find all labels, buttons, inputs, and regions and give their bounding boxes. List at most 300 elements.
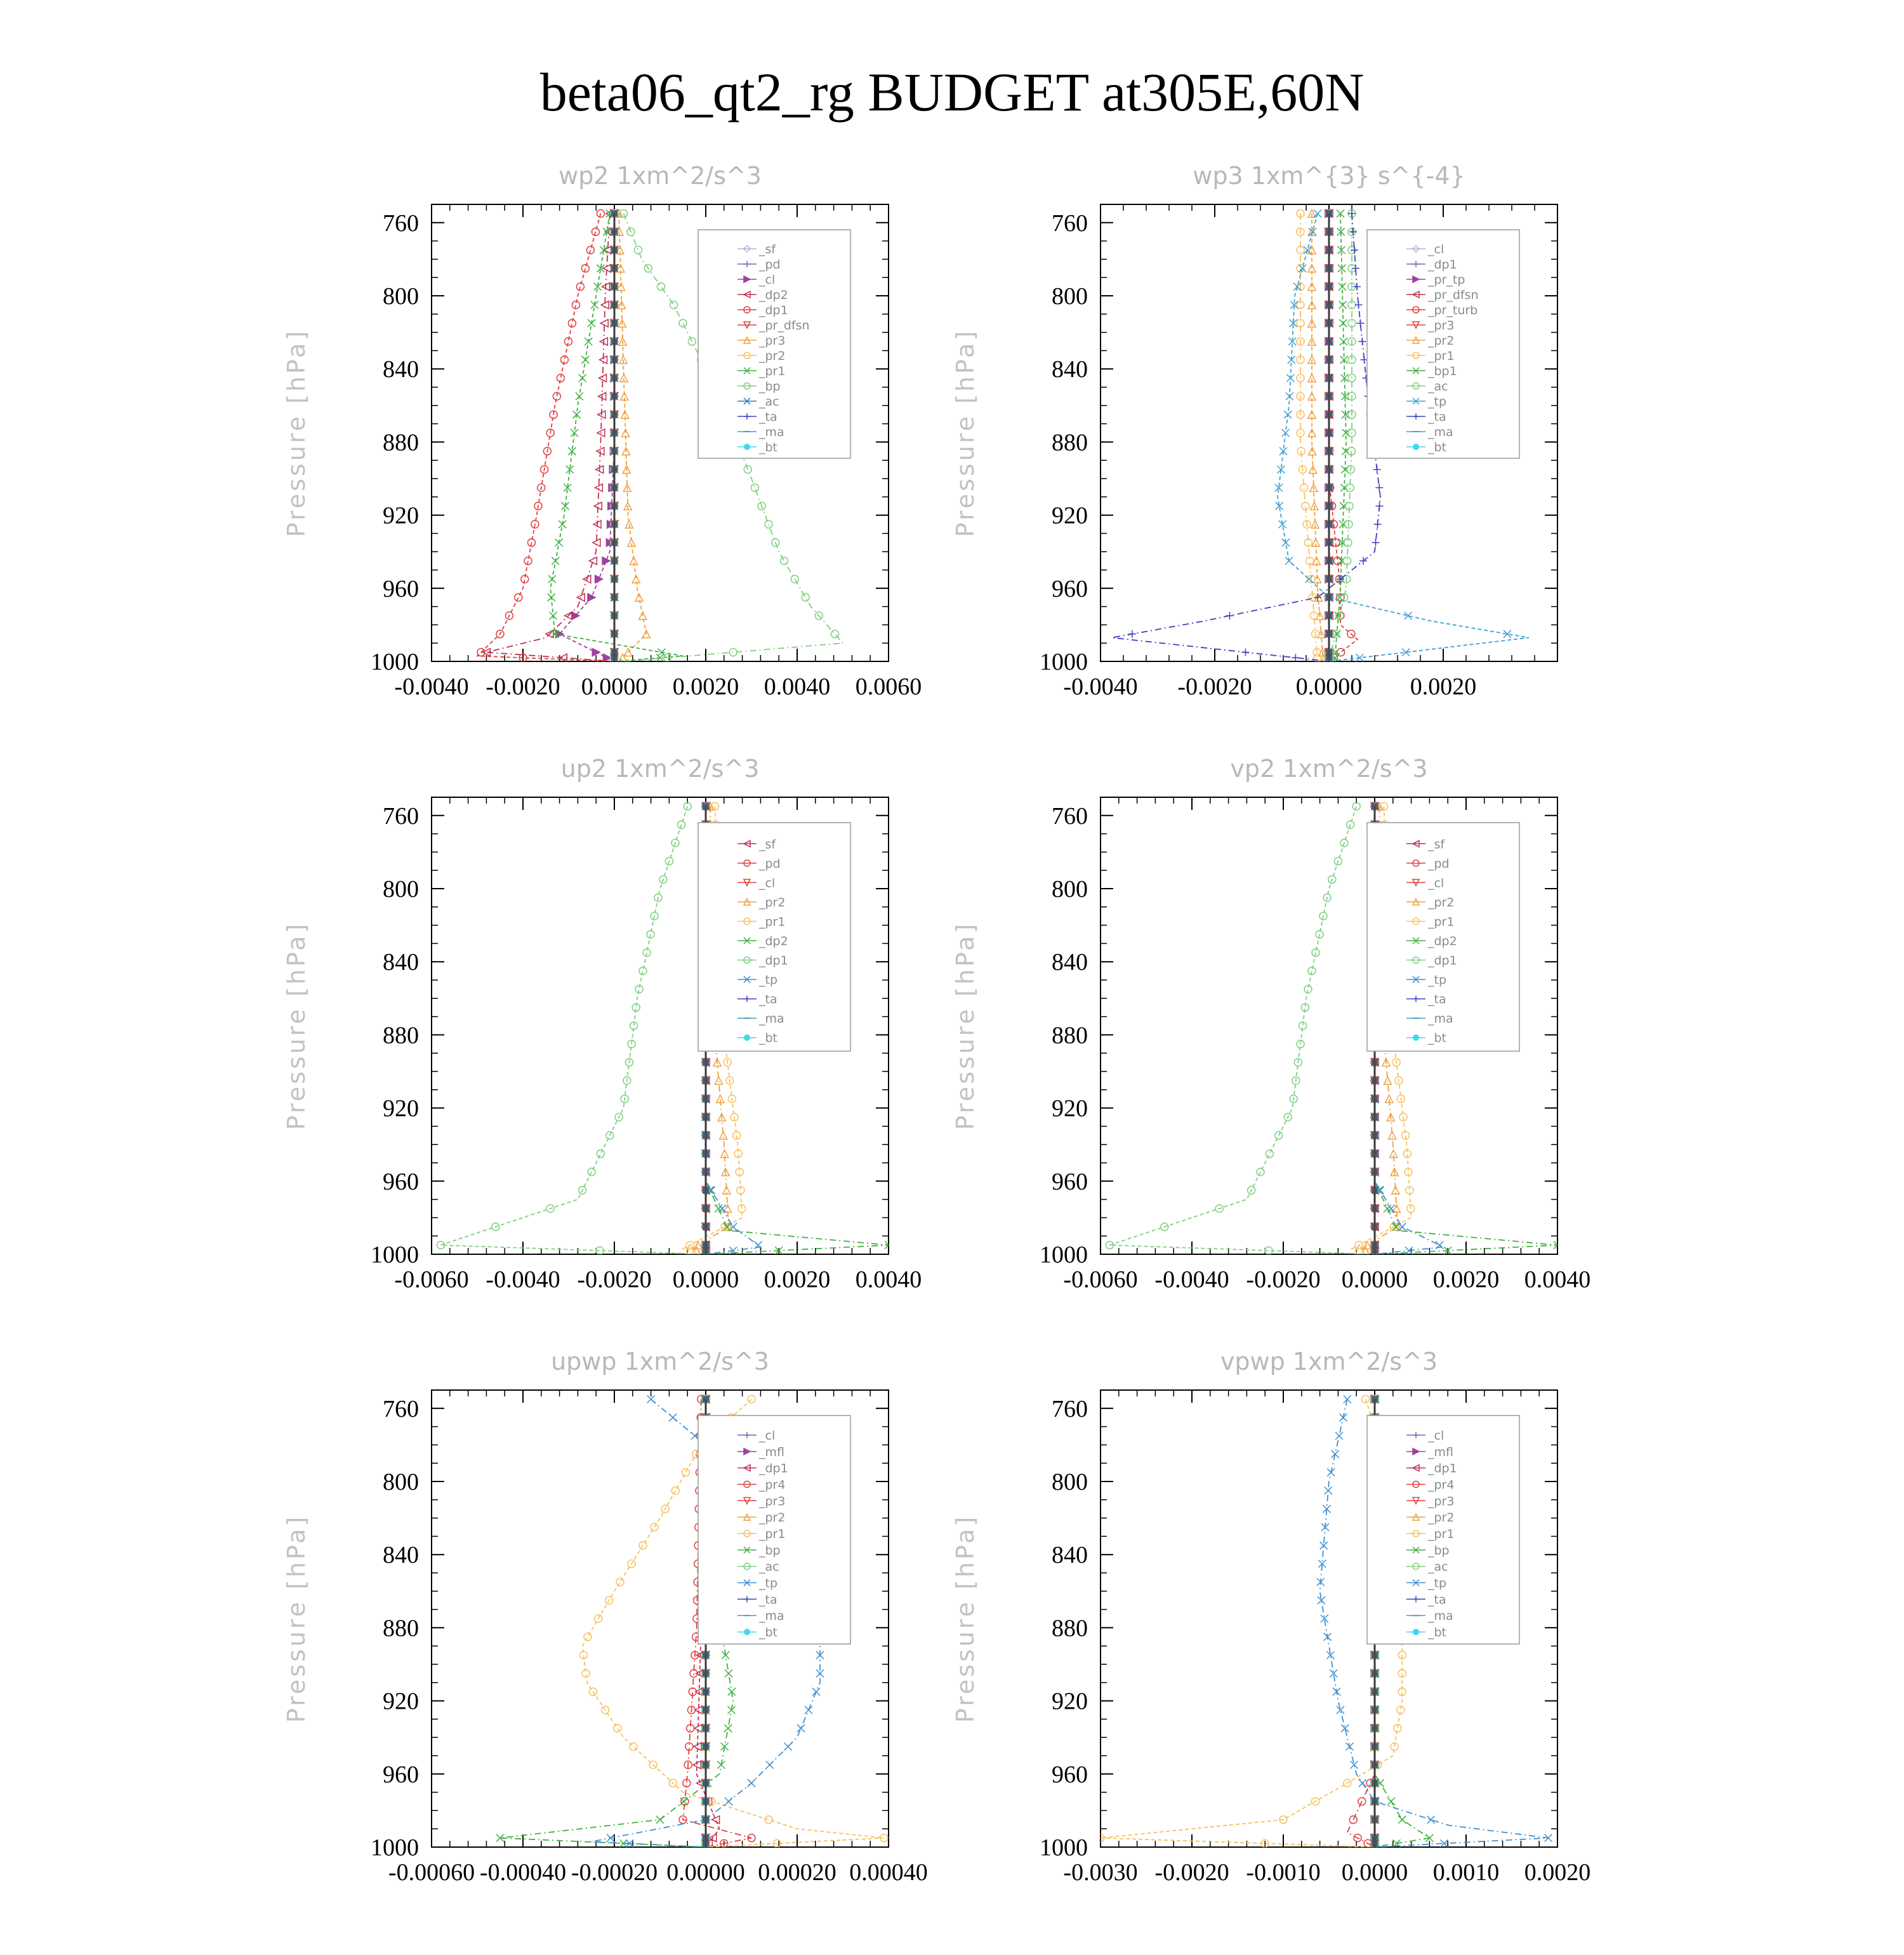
- zero-marker: [1372, 1652, 1378, 1659]
- chart-panel-4: [859, 727, 1634, 1362]
- legend-label: _pr1: [759, 915, 786, 929]
- panel-title: vpwp 1xm^2/s^3: [1220, 1348, 1438, 1375]
- x-tick-label: -0.0030: [1063, 1859, 1138, 1886]
- legend-label: _ma: [759, 1609, 784, 1624]
- zero-marker: [1326, 284, 1332, 290]
- data-point: [715, 1205, 722, 1212]
- legend-label: _ma: [759, 1012, 784, 1026]
- zero-marker: [1326, 521, 1332, 527]
- legend-label: _pr2: [1428, 895, 1455, 910]
- series-cl: [556, 209, 618, 661]
- legend-label: _dp2: [759, 288, 788, 302]
- data-point: [831, 630, 838, 638]
- chart-panel-2: [859, 135, 1634, 769]
- legend-label: _pr4: [759, 1478, 786, 1492]
- zero-marker: [1326, 393, 1332, 399]
- legend-label: _ta: [1428, 410, 1446, 424]
- zero-marker: [611, 594, 618, 600]
- zero-marker: [703, 1205, 709, 1212]
- series-pr3: [615, 209, 650, 661]
- x-tick-label: 0.0020: [672, 673, 739, 700]
- zero-marker: [611, 613, 618, 619]
- data-point: [579, 374, 586, 382]
- zero-marker: [703, 1652, 709, 1659]
- data-point: [1266, 1150, 1273, 1158]
- legend-label: _ac: [759, 1560, 779, 1574]
- zero-marker: [703, 1744, 709, 1750]
- zero-marker: [611, 521, 618, 527]
- y-axis-label: Pressure [hPa]: [282, 1514, 310, 1723]
- legend-label: _pr3: [1428, 319, 1455, 333]
- x-tick-label: 0.0040: [1524, 1266, 1591, 1293]
- legend-label: _ma: [759, 425, 784, 439]
- zero-marker: [1326, 558, 1332, 564]
- y-tick-label: 800: [383, 876, 419, 903]
- legend-label: _bt: [1428, 1626, 1447, 1640]
- y-tick-label: 840: [383, 1542, 419, 1569]
- x-tick-label: -0.0020: [1177, 673, 1252, 700]
- chart-panel-6: [859, 1320, 1634, 1955]
- data-point: [1359, 1779, 1366, 1787]
- x-tick-label: -0.00040: [479, 1859, 567, 1886]
- zero-marker: [1372, 1670, 1378, 1676]
- y-axis-label: Pressure [hPa]: [282, 328, 310, 538]
- legend-label: _pr1: [1428, 349, 1455, 363]
- series-line: [440, 806, 706, 1254]
- legend-label: _bp: [759, 1543, 781, 1558]
- data-point: [1325, 1487, 1332, 1494]
- legend-label: _bp: [759, 380, 781, 394]
- zero-marker: [611, 320, 618, 326]
- zero-marker: [703, 1396, 709, 1402]
- data-point: [1373, 466, 1381, 474]
- legend-label: _tp: [1428, 395, 1447, 409]
- zero-marker: [611, 540, 618, 546]
- zero-marker: [1372, 1151, 1378, 1157]
- legend-label: _tp: [759, 973, 778, 988]
- data-point: [724, 1725, 732, 1732]
- zero-marker: [1326, 649, 1332, 656]
- data-point: [725, 1669, 732, 1677]
- legend-label: _pr2: [759, 895, 786, 910]
- zero-marker: [703, 1132, 709, 1139]
- x-tick-label: -0.0010: [1246, 1859, 1321, 1886]
- x-tick-label: -0.0040: [1154, 1266, 1229, 1293]
- data-point: [595, 575, 603, 583]
- legend-label: _pr2: [759, 349, 786, 363]
- data-point: [1332, 1450, 1339, 1458]
- zero-marker: [1326, 467, 1332, 473]
- x-tick-label: 0.00020: [758, 1859, 836, 1886]
- data-point: [784, 1743, 792, 1751]
- y-tick-label: 920: [1052, 1688, 1088, 1715]
- legend-label: _pr1: [759, 1527, 786, 1541]
- data-point: [1405, 612, 1412, 620]
- x-tick-label: 0.0060: [855, 673, 922, 700]
- data-point: [597, 209, 604, 217]
- x-tick-label: 0.0040: [764, 673, 831, 700]
- y-tick-label: 1000: [371, 1834, 419, 1861]
- x-tick-label: 0.0020: [1524, 1859, 1591, 1886]
- zero-marker: [611, 503, 618, 509]
- chart-panel-1: [190, 135, 965, 769]
- data-point: [592, 228, 599, 235]
- x-tick-label: -0.0060: [394, 1266, 469, 1293]
- data-point: [1372, 539, 1380, 547]
- zero-marker: [703, 1835, 709, 1841]
- data-point: [712, 1816, 720, 1824]
- zero-marker: [1372, 1707, 1378, 1713]
- data-point: [552, 557, 559, 565]
- y-tick-label: 960: [383, 1761, 419, 1788]
- y-tick-label: 800: [1052, 1469, 1088, 1495]
- legend-label: _cl: [759, 876, 776, 891]
- series-line: [486, 213, 614, 661]
- zero-marker: [611, 631, 618, 637]
- data-point: [581, 265, 589, 272]
- data-point: [816, 1669, 824, 1677]
- zero-marker: [1326, 503, 1332, 509]
- y-tick-label: 800: [383, 1469, 419, 1495]
- zero-marker: [1372, 1840, 1378, 1846]
- legend-label: _bp1: [1428, 364, 1457, 378]
- data-point: [1341, 1725, 1349, 1732]
- legend-label: _pr4: [1428, 1478, 1455, 1492]
- zero-marker: [1326, 375, 1332, 381]
- legend-label: _dp2: [1428, 934, 1457, 948]
- x-tick-label: 0.00040: [849, 1859, 928, 1886]
- zero-marker: [1372, 1205, 1378, 1212]
- y-tick-label: 800: [383, 283, 419, 310]
- legend-label: _cl: [1428, 242, 1445, 256]
- data-point: [1362, 1395, 1370, 1403]
- y-tick-label: 920: [1052, 502, 1088, 529]
- zero-marker: [703, 1725, 709, 1732]
- y-tick-label: 1000: [371, 649, 419, 675]
- legend-label: _cl: [1428, 876, 1445, 891]
- y-tick-label: 920: [383, 502, 419, 529]
- x-tick-label: -0.00020: [571, 1859, 658, 1886]
- x-tick-label: -0.0060: [1063, 1266, 1138, 1293]
- data-point: [656, 1816, 664, 1824]
- data-point: [797, 1725, 805, 1732]
- zero-marker: [1326, 411, 1332, 418]
- x-tick-label: 0.0040: [855, 1266, 922, 1293]
- data-point: [718, 1205, 726, 1212]
- zero-marker: [1326, 320, 1332, 326]
- legend-label: _pr1: [1428, 1527, 1455, 1541]
- legend-label: _mfl: [759, 1445, 784, 1459]
- data-point: [1327, 1469, 1335, 1476]
- data-point: [1297, 374, 1304, 382]
- y-tick-label: 840: [1052, 356, 1088, 383]
- legend-label: _cl: [1428, 1428, 1445, 1443]
- legend-label: _sf: [759, 837, 776, 852]
- zero-marker: [703, 1780, 709, 1786]
- y-tick-label: 960: [383, 575, 419, 602]
- data-point: [634, 246, 642, 254]
- data-point: [1387, 1798, 1395, 1805]
- x-tick-label: 0.0010: [1432, 1859, 1500, 1886]
- data-point: [765, 520, 772, 528]
- data-point: [715, 1077, 722, 1084]
- zero-marker: [703, 1798, 709, 1805]
- y-tick-label: 760: [1052, 209, 1088, 237]
- zero-marker: [703, 1187, 709, 1193]
- legend-label: _cl: [759, 273, 776, 287]
- y-tick-label: 840: [1052, 1542, 1088, 1569]
- zero-marker: [1326, 210, 1332, 216]
- legend-label: _pr2: [759, 1511, 786, 1525]
- zero-marker: [703, 1817, 709, 1823]
- y-tick-label: 880: [383, 1615, 419, 1642]
- data-point: [805, 1706, 812, 1714]
- zero-marker: [1372, 1835, 1378, 1841]
- data-point: [725, 1798, 732, 1805]
- data-point: [647, 1395, 655, 1403]
- panel-title: wp2 1xm^2/s^3: [559, 162, 762, 190]
- legend-label: _ma: [1428, 1609, 1453, 1624]
- data-point: [781, 557, 788, 565]
- x-tick-label: -0.0020: [486, 673, 560, 700]
- data-point: [1351, 1761, 1358, 1768]
- zero-marker: [703, 1096, 709, 1102]
- zero-marker: [611, 247, 618, 253]
- x-tick-label: -0.0040: [486, 1266, 560, 1293]
- y-tick-label: 1000: [1040, 1242, 1088, 1268]
- legend-label: _pd: [1428, 856, 1450, 871]
- data-point: [670, 301, 678, 308]
- zero-marker: [611, 484, 618, 491]
- legend-label: _ma: [1428, 425, 1453, 439]
- data-point: [592, 649, 600, 656]
- panel-title: up2 1xm^2/s^3: [560, 755, 760, 783]
- x-tick-label: 0.0000: [1341, 1859, 1408, 1886]
- data-point: [588, 593, 595, 601]
- series-dp1: [477, 209, 614, 661]
- series-line: [560, 213, 614, 661]
- data-point: [748, 1395, 755, 1403]
- zero-marker: [611, 448, 618, 454]
- y-tick-label: 920: [1052, 1095, 1088, 1122]
- zero-marker: [611, 467, 618, 473]
- zero-marker: [1326, 247, 1332, 253]
- legend: [1367, 823, 1519, 1051]
- legend: [698, 823, 850, 1051]
- legend-label: _pd: [759, 856, 781, 871]
- legend-label: _dp1: [759, 303, 788, 317]
- legend-label: _ma: [1428, 1012, 1453, 1026]
- zero-marker: [703, 1840, 709, 1846]
- zero-marker: [1326, 265, 1332, 272]
- y-tick-label: 840: [383, 949, 419, 976]
- zero-marker: [703, 1242, 709, 1249]
- legend-label: _pr_tp: [1428, 273, 1465, 287]
- legend-label: _sf: [1428, 837, 1445, 852]
- data-point: [669, 1414, 677, 1421]
- zero-marker: [611, 430, 618, 436]
- x-tick-label: -0.00060: [388, 1859, 475, 1886]
- legend-label: _ta: [759, 1593, 777, 1607]
- data-point: [1300, 484, 1308, 491]
- legend-label: _ta: [1428, 992, 1446, 1007]
- chart-panel-5: [190, 1320, 965, 1955]
- y-tick-label: 1000: [1040, 1834, 1088, 1861]
- zero-marker: [703, 1059, 709, 1066]
- y-axis-label: Pressure [hPa]: [951, 921, 979, 1130]
- series-line: [477, 213, 614, 661]
- zero-marker: [703, 1224, 709, 1230]
- zero-marker: [1326, 338, 1332, 345]
- data-point: [584, 1633, 592, 1641]
- zero-marker: [1326, 448, 1332, 454]
- legend-label: _dp1: [1428, 1461, 1457, 1476]
- y-tick-label: 960: [1052, 1761, 1088, 1788]
- panel-title: wp3 1xm^{3} s^{-4}: [1193, 162, 1465, 190]
- data-point: [1344, 1395, 1351, 1403]
- data-point: [1349, 228, 1357, 235]
- data-point: [766, 1761, 774, 1768]
- data-point: [1226, 612, 1234, 620]
- y-tick-label: 920: [383, 1688, 419, 1715]
- zero-marker: [611, 649, 618, 656]
- zero-marker: [703, 1761, 709, 1768]
- legend-label: _bt: [1428, 1031, 1447, 1045]
- data-point: [581, 356, 589, 364]
- zero-marker: [611, 265, 618, 272]
- zero-marker: [1372, 1096, 1378, 1102]
- legend-label: _ac: [1428, 380, 1448, 394]
- zero-marker: [1326, 594, 1332, 600]
- x-tick-label: 0.0000: [581, 673, 648, 700]
- data-point: [1345, 1743, 1353, 1751]
- zero-marker: [611, 338, 618, 345]
- data-point: [602, 557, 610, 565]
- data-point: [1292, 654, 1299, 661]
- x-tick-label: 0.0000: [672, 1266, 739, 1293]
- zero-marker: [1372, 803, 1378, 809]
- zero-marker: [1372, 1242, 1378, 1249]
- legend-label: _tp: [1428, 973, 1447, 988]
- x-tick-label: 0.0000: [1295, 673, 1363, 700]
- zero-marker: [611, 654, 618, 661]
- legend-label: _bt: [759, 1626, 778, 1640]
- y-tick-label: 760: [1052, 1395, 1088, 1422]
- zero-marker: [1372, 1059, 1378, 1066]
- legend-label: _pr_dfsn: [759, 319, 810, 333]
- zero-marker: [1326, 302, 1332, 308]
- data-point: [671, 1487, 679, 1494]
- legend-label: _pr3: [759, 334, 786, 348]
- data-point: [1335, 1432, 1343, 1440]
- data-point: [616, 1578, 624, 1586]
- legend: [698, 230, 850, 458]
- legend-label: _pr2: [1428, 1511, 1455, 1525]
- data-point: [748, 1779, 755, 1787]
- y-tick-label: 920: [383, 1095, 419, 1122]
- data-point: [630, 1743, 637, 1751]
- data-point: [589, 557, 597, 565]
- data-point: [576, 392, 583, 400]
- data-point: [576, 283, 584, 291]
- legend-label: _dp1: [759, 1461, 788, 1476]
- zero-marker: [1372, 1247, 1378, 1254]
- y-tick-label: 880: [1052, 1615, 1088, 1642]
- data-point: [614, 1725, 621, 1732]
- zero-marker: [703, 1151, 709, 1157]
- legend-label: _ac: [759, 395, 779, 409]
- data-point: [802, 593, 809, 601]
- legend-label: _dp1: [1428, 953, 1457, 968]
- data-point: [1284, 411, 1292, 418]
- y-tick-label: 880: [1052, 1022, 1088, 1049]
- zero-marker: [1326, 357, 1332, 363]
- legend-label: _dp1: [1428, 258, 1457, 272]
- data-point: [1359, 338, 1366, 345]
- y-axis-label: Pressure [hPa]: [282, 921, 310, 1130]
- legend-label: _ta: [759, 992, 777, 1007]
- zero-marker: [1326, 576, 1332, 582]
- data-point: [1339, 319, 1347, 327]
- zero-marker: [1372, 1114, 1378, 1120]
- zero-marker: [1326, 540, 1332, 546]
- zero-marker: [611, 558, 618, 564]
- series-dp1: [1106, 802, 1375, 1254]
- data-point: [1427, 1816, 1435, 1824]
- data-point: [1348, 374, 1356, 382]
- legend-label: _pd: [759, 258, 781, 272]
- zero-marker: [1372, 1744, 1378, 1750]
- data-point: [682, 1469, 690, 1476]
- x-tick-label: -0.0040: [1063, 673, 1138, 700]
- y-tick-label: 760: [383, 1395, 419, 1422]
- zero-marker: [1372, 1224, 1378, 1230]
- zero-marker: [611, 393, 618, 399]
- y-tick-label: 760: [383, 209, 419, 237]
- x-tick-label: -0.0040: [394, 673, 469, 700]
- figure-title: beta06_qt2_rg BUDGET at305E,60N: [539, 62, 1365, 123]
- legend-label: _bt: [759, 441, 778, 454]
- zero-marker: [1372, 1187, 1378, 1193]
- zero-marker: [1372, 1817, 1378, 1823]
- zero-marker: [611, 411, 618, 418]
- x-tick-label: 0.0020: [1410, 673, 1477, 700]
- legend-label: _ta: [759, 410, 777, 424]
- zero-marker: [1372, 1725, 1378, 1732]
- data-point: [1286, 392, 1293, 400]
- data-point: [1352, 265, 1359, 272]
- data-point: [1355, 301, 1363, 308]
- y-tick-label: 960: [383, 1168, 419, 1195]
- zero-marker: [611, 210, 618, 216]
- data-point: [1357, 319, 1365, 327]
- y-tick-label: 840: [1052, 949, 1088, 976]
- legend-label: _pr1: [759, 364, 786, 378]
- y-axis-label: Pressure [hPa]: [951, 1514, 979, 1723]
- zero-marker: [1372, 1077, 1378, 1084]
- legend-label: _mfl: [1428, 1445, 1453, 1459]
- zero-marker: [1372, 1761, 1378, 1768]
- series-line: [1101, 1399, 1402, 1847]
- data-point: [1387, 1205, 1395, 1212]
- x-tick-label: 0.0020: [1432, 1266, 1500, 1293]
- x-tick-label: 0.00000: [666, 1859, 745, 1886]
- zero-marker: [703, 1169, 709, 1175]
- zero-marker: [1326, 654, 1332, 661]
- data-point: [691, 1432, 699, 1440]
- zero-marker: [611, 375, 618, 381]
- zero-marker: [1326, 613, 1332, 619]
